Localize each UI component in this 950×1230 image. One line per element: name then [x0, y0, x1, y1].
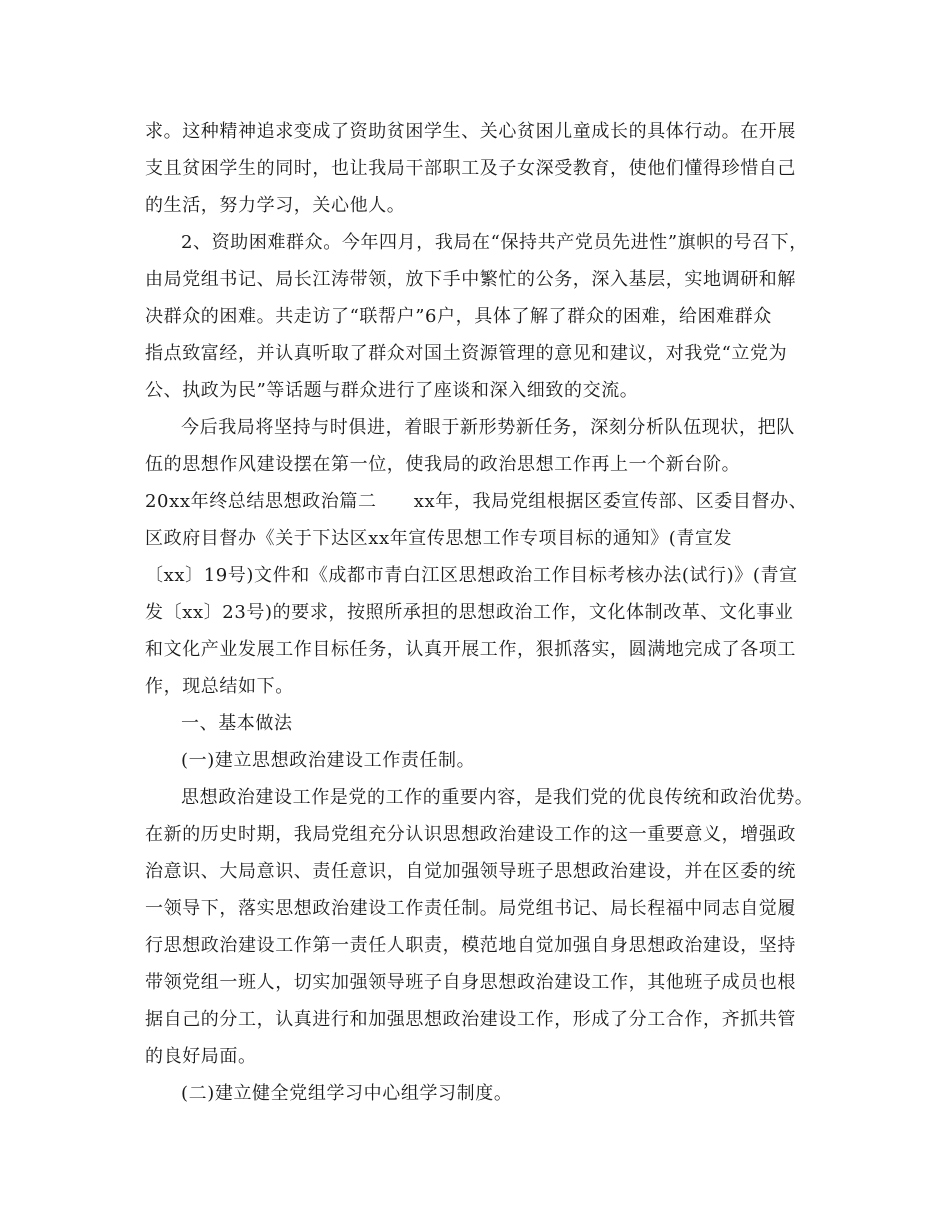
text-line: 2、资助困难群众。今年四月，我局在“保持共产党员先进性”旗帜的号召下， — [181, 232, 808, 253]
heading-basic-approach: 一、基本做法 — [181, 713, 293, 734]
text-line: 指点致富经，并认真听取了群众对国土资源管理的意见和建议，对我党“立党为 — [145, 343, 788, 364]
text-line: 今后我局将坚持与时俱进，着眼于新形势新任务，深刻分析队伍现状，把队 — [181, 417, 795, 438]
text-line: 行思想政治建设工作第一责任人职责，模范地自觉加强自身思想政治建设，坚持 — [145, 935, 796, 956]
text-line: 带领党组一班人，切实加强领导班子自身思想政治建设工作，其他班子成员也根 — [145, 972, 796, 993]
text-line: 在新的历史时期，我局党组充分认识思想政治建设工作的这一重要意义，增强政 — [145, 824, 796, 845]
text-line: 的良好局面。 — [145, 1046, 257, 1067]
text-line: 求。这种精神追求变成了资助贫困学生、关心贫困儿童成长的具体行动。在开展 — [145, 121, 796, 142]
text-line: 决群众的困难。共走访了“联帮户”6户，具体了解了群众的困难，给困难群众 — [145, 306, 772, 327]
text-line: 据自己的分工，认真进行和加强思想政治建设工作，形成了分工合作，齐抓共管 — [145, 1009, 796, 1030]
text-line: 思想政治建设工作是党的工作的重要内容，是我们党的优良传统和政治优势。 — [181, 787, 814, 808]
subheading-2: (二)建立健全党组学习中心组学习制度。 — [181, 1083, 513, 1104]
text-line: 支且贫困学生的同时，也让我局干部职工及子女深受教育，使他们懂得珍惜自己 — [145, 158, 796, 179]
section-heading-line: 20xx年终总结思想政治篇二 xx年，我局党组根据区委宣传部、区委目督办、 — [145, 491, 808, 512]
text-line: 治意识、大局意识、责任意识，自觉加强领导班子思想政治建设，并在区委的统 — [145, 861, 796, 882]
text-line: 〔xx〕19号)文件和《成都市青白江区思想政治工作目标考核办法(试行)》(青宣 — [145, 565, 798, 586]
subheading-1: (一)建立思想政治建设工作责任制。 — [181, 750, 476, 771]
text-line: 的生活，努力学习，关心他人。 — [145, 195, 406, 216]
text-line: 由局党组书记、局长江涛带领，放下手中繁忙的公务，深入基层，实地调研和解 — [145, 269, 796, 290]
text-line: 作，现总结如下。 — [145, 676, 294, 697]
text-line: 公、执政为民”等话题与群众进行了座谈和深入细致的交流。 — [145, 380, 639, 401]
text-line: 发〔xx〕23号)的要求，按照所承担的思想政治工作，文化体制改革、文化事业 — [145, 602, 794, 623]
text-line: 伍的思想作风建设摆在第一位，使我局的政治思想工作再上一个新台阶。 — [145, 454, 741, 475]
text-line: 区政府目督办《关于下达区xx年宣传思想工作专项目标的通知》(青宣发 — [145, 528, 733, 549]
text-line: 和文化产业发展工作目标任务，认真开展工作，狠抓落实，圆满地完成了各项工 — [145, 639, 796, 660]
text-line: 一领导下，落实思想政治建设工作责任制。局党组书记、局长程福中同志自觉履 — [145, 898, 796, 919]
